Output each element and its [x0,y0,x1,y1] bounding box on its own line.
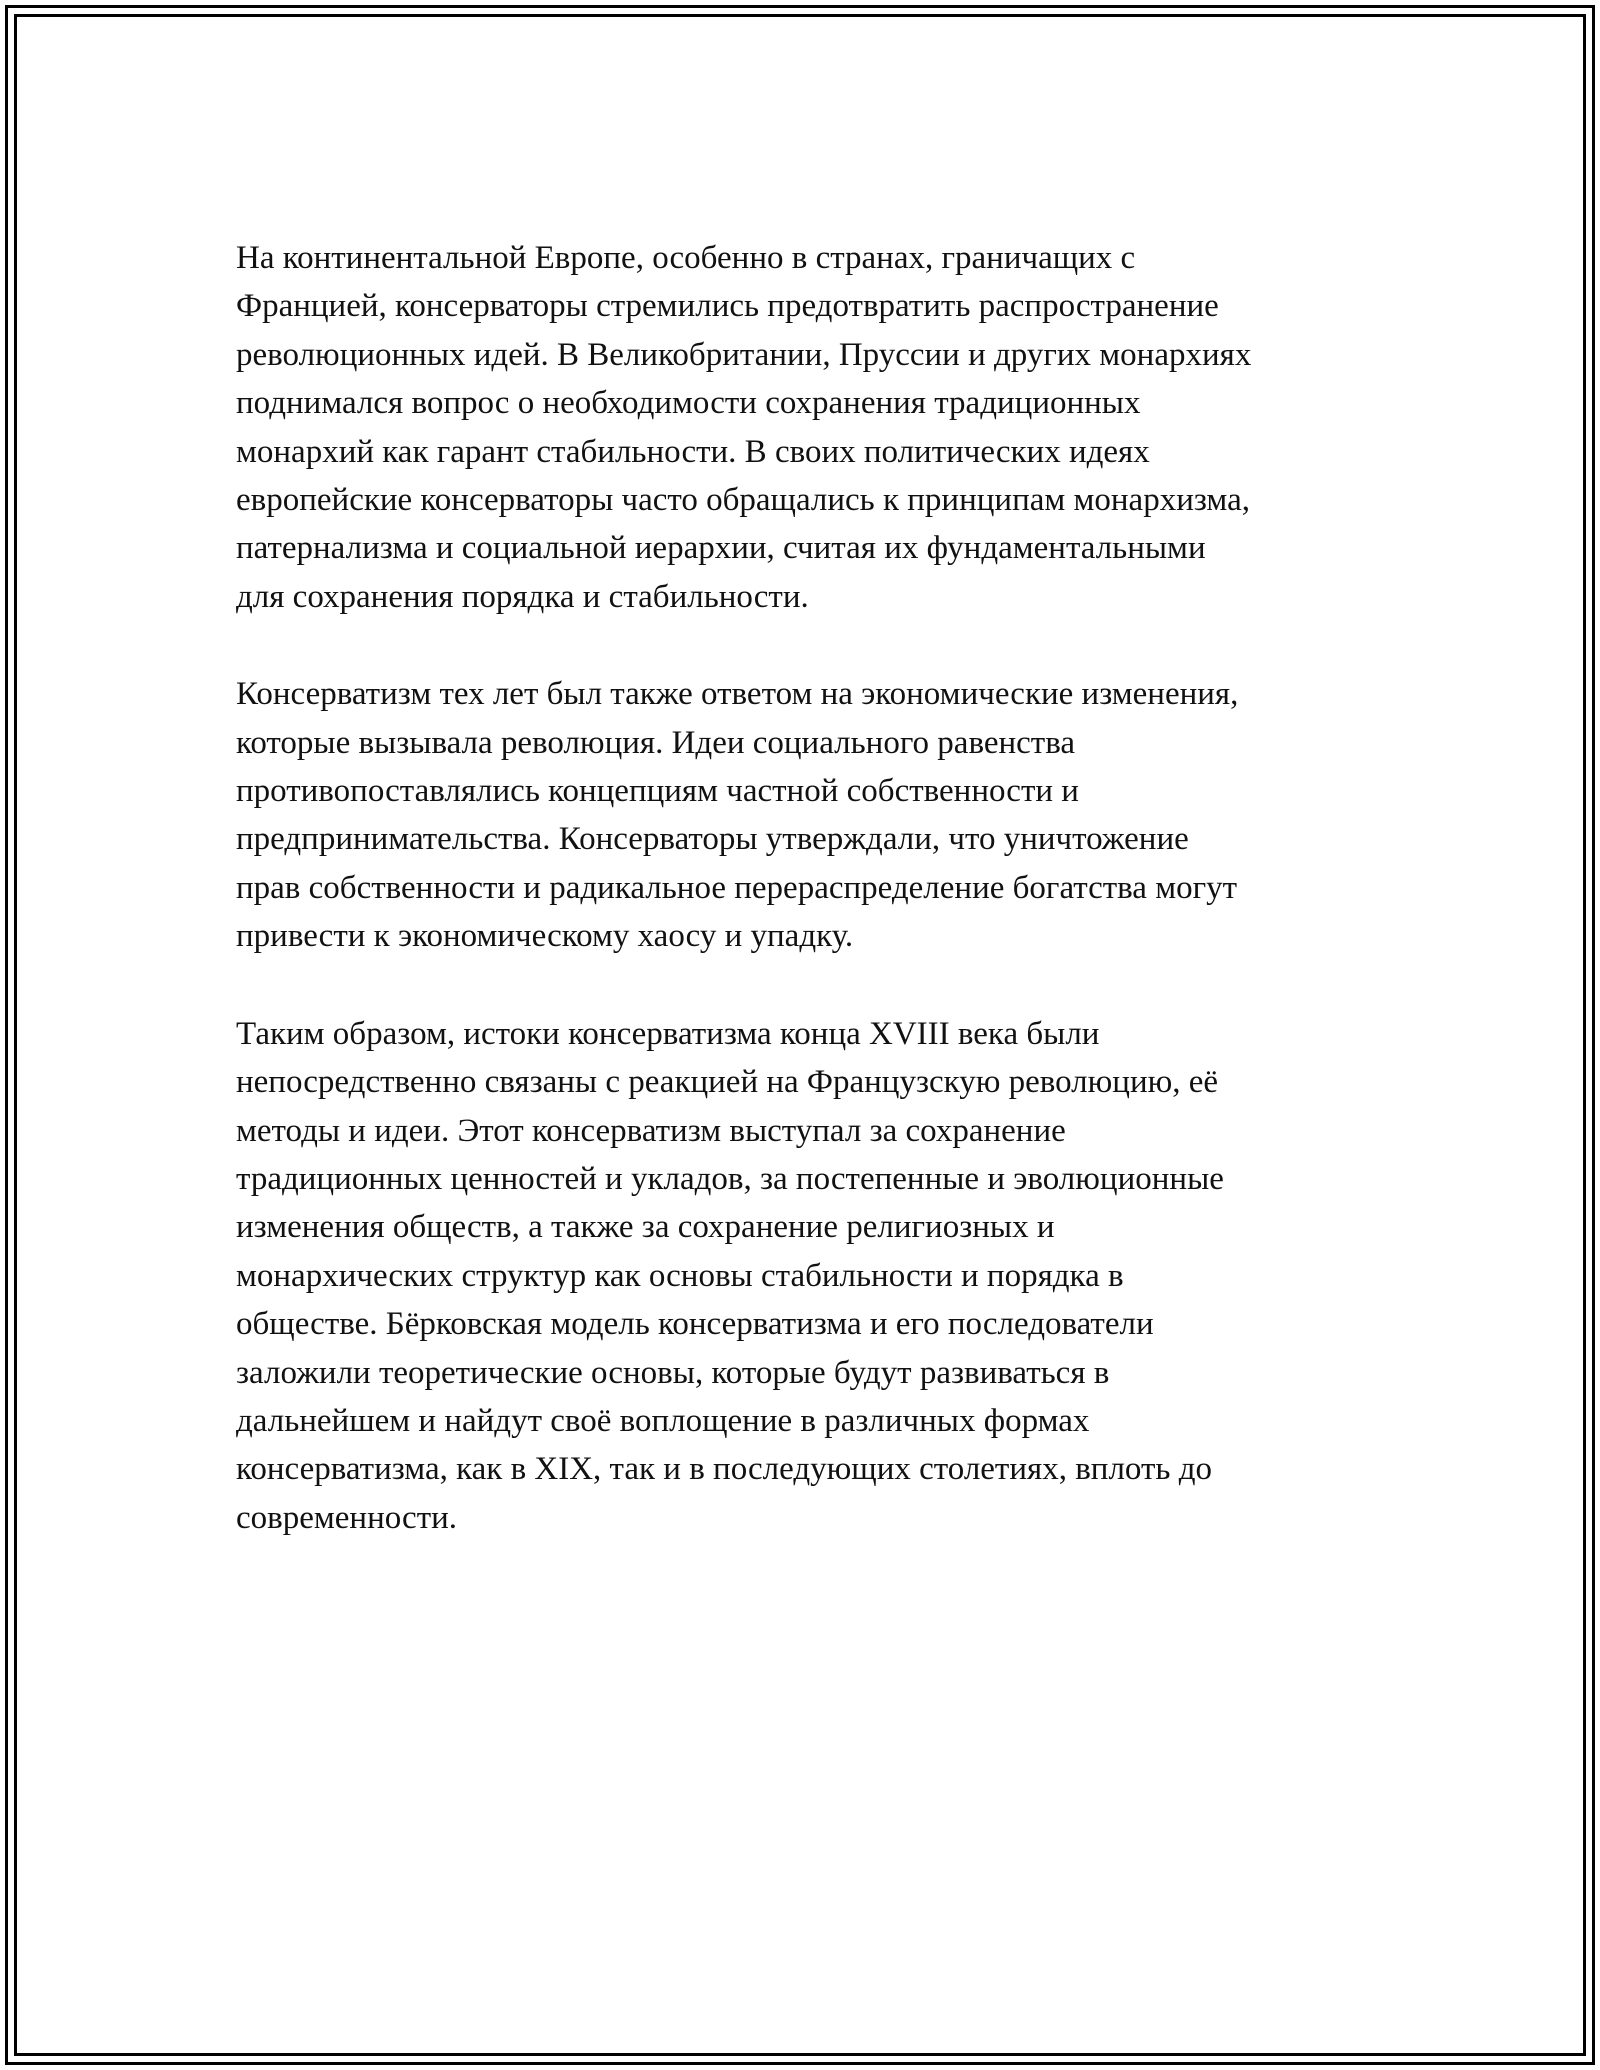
text-line: изменения обществ, а также за сохранение религиозных и [236,1209,1055,1246]
text-line: патернализма и социальной иерархии, считая их фундаментальными [236,530,1206,567]
text-line: непосредственно связаны с реакцией на Французскую революцию, её [236,1064,1219,1101]
text-line: революционных идей. В Великобритании, Пруссии и других монархиях [236,336,1252,373]
text-line: которые вызывала революция. Идеи социального равенства [236,724,1076,761]
text-line: привести к экономическому хаосу и упадку. [236,918,854,955]
text-line: предпринимательства. Консерваторы утверждали, что уничтожение [236,821,1189,858]
text-line: европейские консерваторы часто обращались к принципам монархизма, [236,482,1250,519]
text-line: дальнейшем и найдут своё воплощение в различных формах [236,1402,1090,1439]
text-line: прав собственности и радикальное перераспределение богатства могут [236,869,1238,906]
text-line: традиционных ценностей и укладов, за постепенные и эволюционные [236,1160,1224,1197]
text-line: На континентальной Европе, особенно в странах, граничащих с [236,240,1136,276]
paragraph-2 [236,670,1386,960]
text-line: обществе. Бёрковская модель консерватизма и его последователи [236,1306,1154,1343]
text-line: современности. [236,1499,458,1536]
text-line: для сохранения порядка и стабильности. [236,578,809,615]
text-line: монархических структур как основы стабильности и порядка в [236,1257,1124,1294]
paragraph-3 [236,1010,1386,1542]
text-line: монархий как гарант стабильности. В своих политических идеях [236,433,1150,470]
text-line: Консерватизм тех лет был также ответом на экономические изменения, [236,676,1239,713]
text-line: методы и идеи. Этот консерватизм выступал за сохранение [236,1112,1066,1149]
text-line: Таким образом, истоки консерватизма конца XVIII века были [236,1015,1100,1052]
paragraph-1 [236,234,1386,621]
text-line: противопоставлялись концепциям частной собственности и [236,773,1079,810]
text-line: поднимался вопрос о необходимости сохранения традиционных [236,385,1141,422]
text-line: Францией, консерваторы стремились предотвратить распространение [236,288,1219,325]
text-line: консерватизма, как в XIX, так и в последующих столетиях, вплоть до [236,1451,1212,1488]
text-line: заложили теоретические основы, которые будут развиваться в [236,1354,1110,1391]
document-body [236,234,1386,1591]
